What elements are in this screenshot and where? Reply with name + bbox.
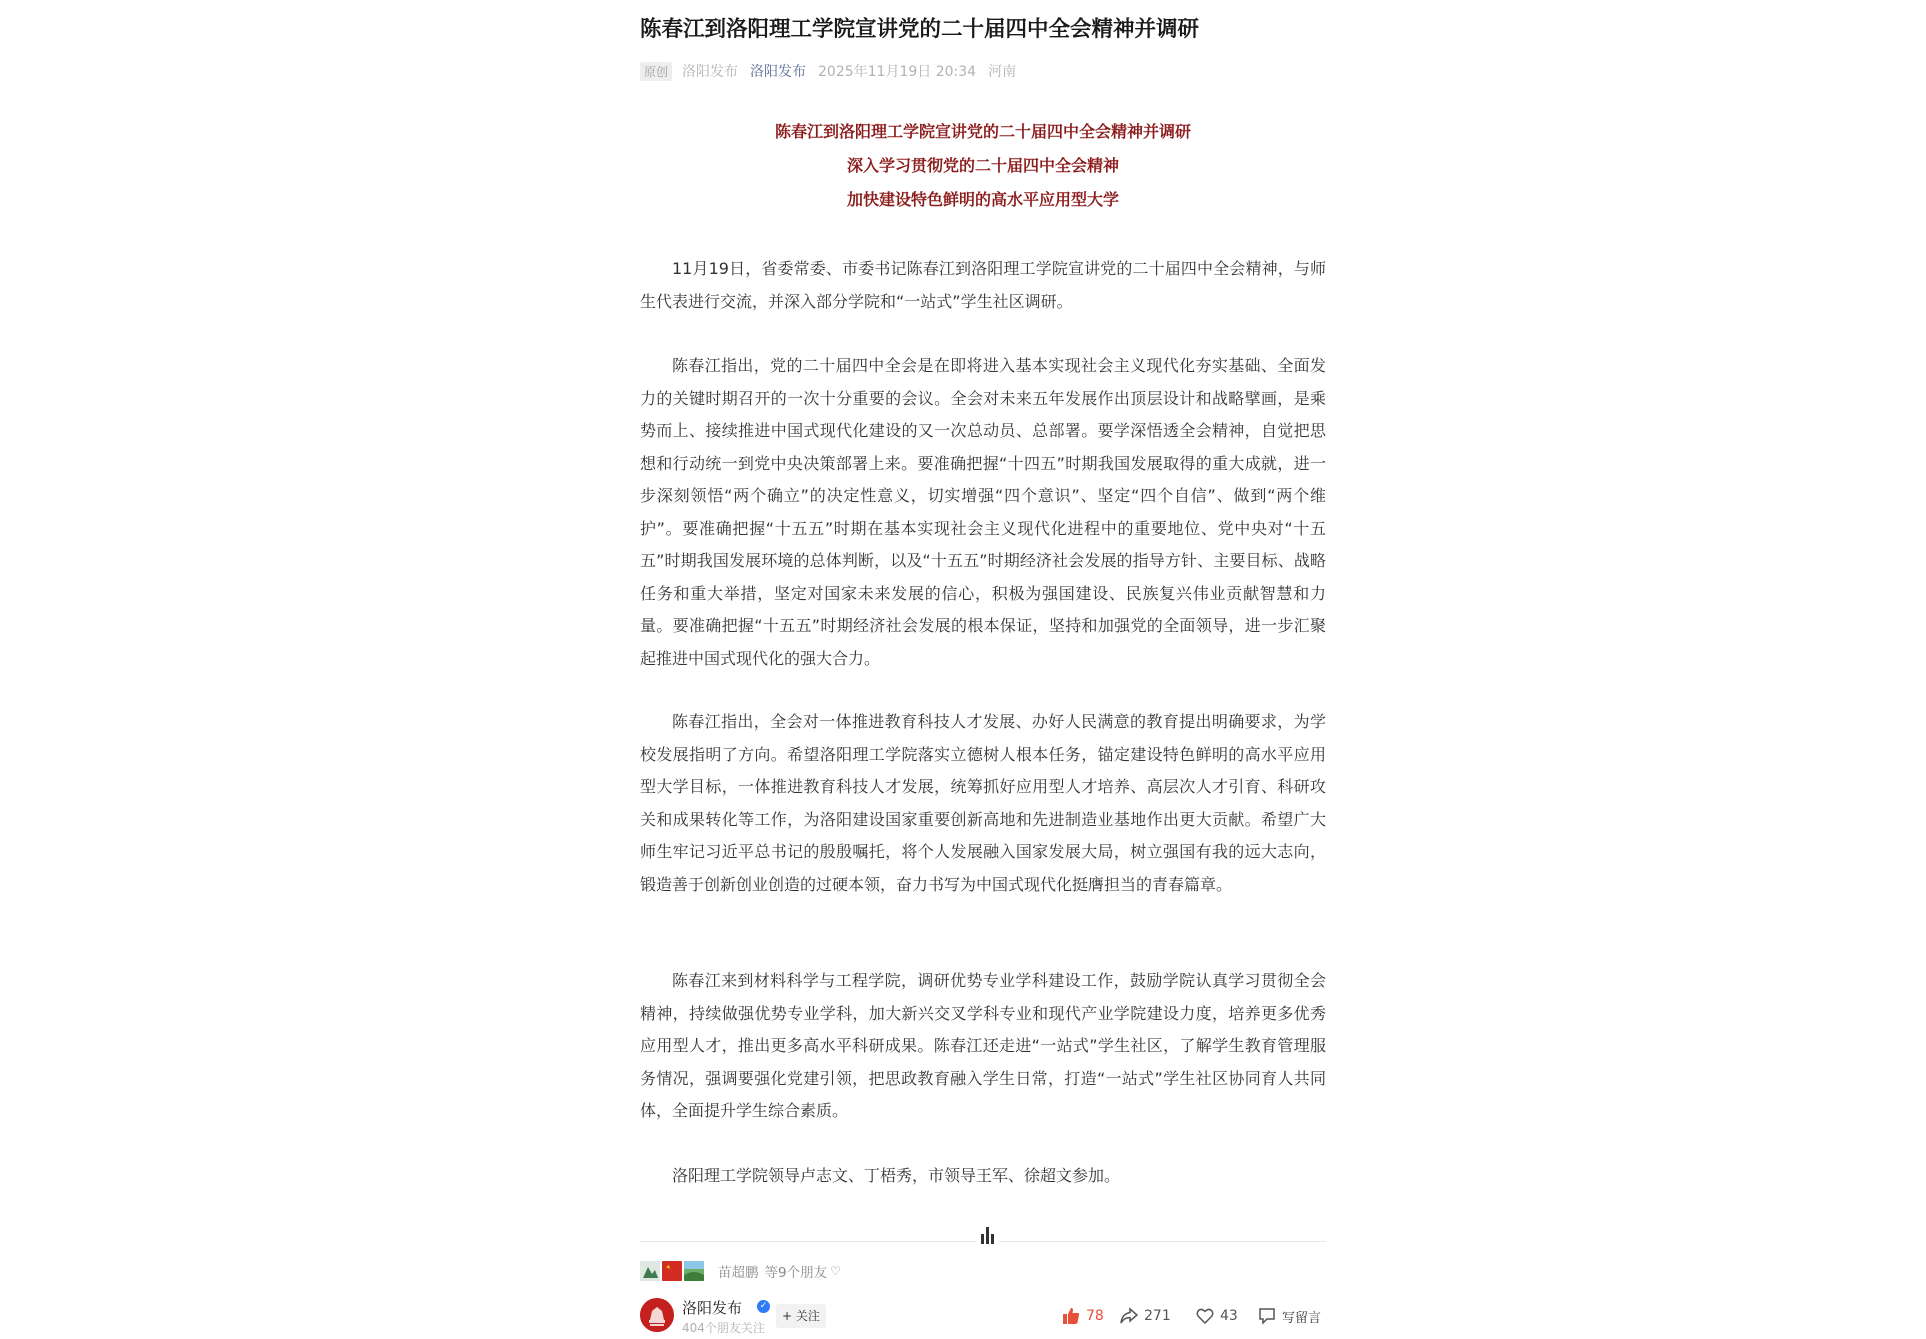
subtitle-line: 加快建设特色鲜明的高水平应用型大学: [846, 190, 1119, 209]
share-icon: [1120, 1307, 1138, 1325]
comment-label: 写留言: [1282, 1310, 1322, 1326]
friends-count: 等9个朋友: [764, 1265, 828, 1281]
article-paragraph: 洛阳理工学院领导卢志文、丁梧秀，市领导王军、徐超文参加。: [672, 1166, 1121, 1185]
original-tag: 原创: [640, 62, 672, 81]
favorite-count: 43: [1220, 1308, 1238, 1324]
comment-icon: [1258, 1307, 1276, 1325]
like-count: 78: [1086, 1308, 1104, 1324]
article-paragraph: 陈春江来到材料科学与工程学院，调研优势专业学科建设工作，鼓励学院认真学习贯彻全会精神，持续做强优势专业学科，加大新兴交叉学科专业和现代产业学院建设力度，培养更多优秀应用型人才，推出更多高水平科研成果。陈春江还走进“一站式”学生社区，了解学生教育管理服务情况，强调要强化党建引领，把思政教育融入学生日常，打造“一站式”学生社区协同育人共同体，全面提升学生综合素质。: [640, 971, 1326, 1120]
friend-names: 苗超鹏: [718, 1265, 759, 1281]
verified-icon: ✓: [757, 1300, 770, 1313]
subtitle-block: [640, 115, 1326, 217]
subtitle-line: 陈春江到洛阳理工学院宣讲党的二十届四中全会精神并调研: [774, 122, 1191, 141]
friend-avatar: [640, 1261, 660, 1281]
account-link[interactable]: 洛阳发布: [750, 64, 807, 80]
article-paragraph: 陈春江指出，党的二十届四中全会是在即将进入基本实现社会主义现代化夯实基础、全面发力的关键时期召开的一次十分重要的会议。全会对未来五年发展作出顶层设计和战略擘画，是乘势而上、接续推进中国式现代化建设的又一次总动员、总部署。要学深悟透全会精神，自觉把思想和行动统一到党中央决策部署上来。要准确把握“十四五”时期我国发展取得的重大成就，进一步深刻领悟“两个确立”的决定性意义，切实增强“四个意识”、坚定“四个自信”、做到“两个维护”。要准确把握“十五五”时期在基本实现社会主义现代化进程中的重要地位、党中央对“十五五”时期我国发展环境的总体判断，以及“十五五”时期经济社会发展的指导方针、主要目标、战略任务和重大举措，坚定对国家未来发展的信心，积极为强国建设、民族复兴伟业贡献智慧和力量。要准确把握“十五五”时期经济社会发展的根本保证，坚持和加强党的全面领导，进一步汇聚起推进中国式现代化的强大合力。: [640, 356, 1326, 668]
friend-avatar: [684, 1261, 704, 1281]
author-name: 洛阳发布: [682, 64, 739, 80]
article-title: 陈春江到洛阳理工学院宣讲党的二十届四中全会精神并调研: [640, 17, 1200, 42]
article-paragraph: 陈春江指出，全会对一体推进教育科技人才发展、办好人民满意的教育提出明确要求，为学校发展指明了方向。希望洛阳理工学院落实立德树人根本任务，锚定建设特色鲜明的高水平应用型大学目标，一体推进教育科技人才发展，统筹抓好应用型人才培养、高层次人才引育、科研攻关和成果转化等工作，为洛阳建设国家重要创新高地和先进制造业基地作出更大贡献。希望广大师生牢记习近平总书记的殷殷嘱托，将个人发展融入国家发展大局，树立强国有我的远大志向，锻造善于创新创业创造的过硬本领，奋力书写为中国式现代化挺膺担当的青春篇章。: [640, 712, 1326, 894]
publish-location: 河南: [988, 64, 1017, 80]
account-action-bar: [640, 1295, 1326, 1339]
section-divider-icon: [976, 1226, 998, 1244]
share-count: 271: [1144, 1308, 1171, 1324]
subtitle-line: 深入学习贯彻党的二十届四中全会精神: [846, 156, 1119, 175]
like-button[interactable]: [1062, 1304, 1104, 1328]
publish-date: 2025年11月19日 20:34: [818, 64, 977, 80]
account-avatar[interactable]: [640, 1298, 674, 1332]
account-name[interactable]: 洛阳发布: [682, 1299, 743, 1317]
thumbs-up-icon: [1062, 1307, 1080, 1325]
comment-button[interactable]: [1258, 1304, 1321, 1328]
share-button[interactable]: [1120, 1304, 1171, 1328]
heart-icon: [1196, 1307, 1214, 1325]
friend-avatar: [662, 1261, 682, 1281]
heart-icon: ♡: [830, 1264, 841, 1278]
article-meta: [640, 60, 1016, 82]
follow-button[interactable]: + 关注: [776, 1304, 826, 1328]
article-paragraph: 11月19日，省委常委、市委书记陈春江到洛阳理工学院宣讲党的二十届四中全会精神，与师生代表进行交流，并深入部分学院和“一站式”学生社区调研。: [640, 259, 1326, 311]
friends-liked-row[interactable]: [640, 1260, 841, 1282]
favorite-button[interactable]: [1196, 1304, 1238, 1328]
account-followers: 404个朋友关注: [682, 1321, 765, 1335]
